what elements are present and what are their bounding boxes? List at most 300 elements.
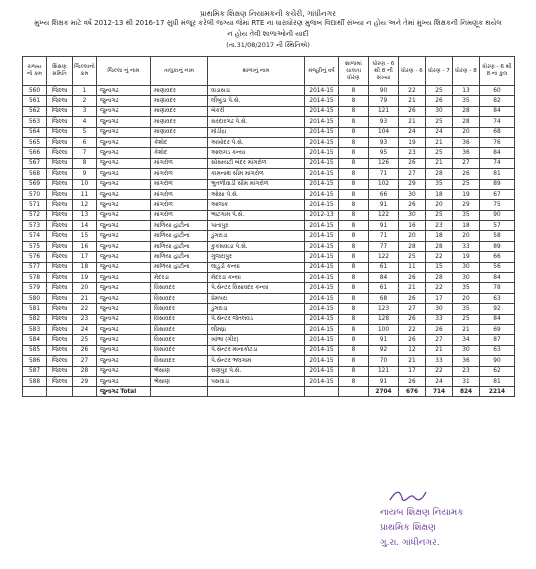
std6-8-total-cell: 75 (480, 200, 515, 210)
sanction-year-cell: 2014-15 (305, 137, 339, 147)
std6-8-total-cell: 90 (480, 356, 515, 366)
school-name-cell: કુકસવાડા પે.સે. (208, 241, 305, 251)
std6-8-total-cell: 87 (480, 335, 515, 345)
students-6-8-cell: 91 (369, 221, 399, 231)
office-heading: પ્રાથમિક શિક્ષણ નિયામકની કચેરી, ગાંધીનગર (200, 9, 336, 18)
sanction-year-cell: 2014-15 (305, 335, 339, 345)
standards-cell: 8 (339, 335, 369, 345)
standards-cell: 8 (339, 304, 369, 314)
std8-count-cell: 28 (453, 117, 480, 127)
school-name-cell: વાડાસડા (208, 86, 305, 96)
district-name-cell: જુનાગઢ (97, 314, 151, 324)
taluka-name-cell: માળિયા હાટીના (151, 252, 208, 262)
school-name-cell: સોસાયટી બંદર માંગરોળ (208, 158, 305, 168)
state-serial-cell: 568 (23, 169, 47, 179)
signature-line-2: પ્રાથમિક શિક્ષણ (380, 523, 436, 533)
students-6-8-cell: 123 (369, 304, 399, 314)
std6-8-total-cell: 82 (480, 96, 515, 106)
taluka-name-cell: માંગરોળ (151, 200, 208, 210)
total-label: જુનાગઢ Total (97, 387, 151, 397)
students-6-8-cell: 68 (369, 293, 399, 303)
district-name-cell: જુનાગઢ (97, 335, 151, 345)
district-serial-cell: 28 (73, 366, 97, 376)
state-serial-cell: 564 (23, 127, 47, 137)
state-serial-cell: 581 (23, 304, 47, 314)
std7-count-cell: 25 (426, 210, 453, 220)
std8-count-cell: 20 (453, 293, 480, 303)
standards-cell: 8 (339, 137, 369, 147)
sanction-year-cell: 2014-15 (305, 231, 339, 241)
table-row (23, 283, 515, 293)
std6-count-cell: 21 (399, 283, 426, 293)
standards-cell: 8 (339, 324, 369, 334)
sanction-year-cell: 2014-15 (305, 189, 339, 199)
total-cell (208, 387, 305, 397)
district-serial-cell: 16 (73, 241, 97, 251)
sanction-year-cell: 2014-15 (305, 127, 339, 137)
date-note: (તા.31/08/2017 ની સ્થિતિએ) (226, 41, 310, 49)
students-6-8-cell: 93 (369, 137, 399, 147)
table-row (23, 252, 515, 262)
col-header: ધોરણ - 7 (426, 57, 453, 86)
sanction-year-cell: 2014-15 (305, 241, 339, 251)
state-serial-cell: 576 (23, 252, 47, 262)
total-cell (151, 387, 208, 397)
state-serial-cell: 573 (23, 221, 47, 231)
students-6-8-cell: 61 (369, 262, 399, 272)
std6-count-cell: 26 (399, 376, 426, 386)
std6-8-total-cell: 84 (480, 273, 515, 283)
std8-count-cell: 34 (453, 335, 480, 345)
state-serial-cell: 574 (23, 231, 47, 241)
standards-cell: 8 (339, 345, 369, 355)
school-name-cell: કામનાથ સીમ માંગરોળ (208, 169, 305, 179)
std6-8-total-cell: 89 (480, 179, 515, 189)
std8-count-cell: 30 (453, 262, 480, 272)
district-name-cell: જુનાગઢ (97, 304, 151, 314)
total-cell (73, 387, 97, 397)
signature-scribble (388, 488, 428, 504)
taluka-name-cell: વિસાવદર (151, 283, 208, 293)
state-serial-cell: 587 (23, 366, 47, 376)
table-row (23, 106, 515, 116)
committee-cell: જિલ્લા (47, 241, 73, 251)
std6-count-cell: 16 (399, 221, 426, 231)
standards-cell: 8 (339, 293, 369, 303)
district-serial-cell: 11 (73, 189, 97, 199)
sanction-year-cell: 2014-15 (305, 158, 339, 168)
students-6-8-cell: 90 (369, 86, 399, 96)
total-std6-8: 2214 (480, 387, 515, 397)
taluka-name-cell: માંગરોળ (151, 169, 208, 179)
students-6-8-cell: 92 (369, 345, 399, 355)
district-name-cell: જુનાગઢ (97, 366, 151, 376)
std7-count-cell: 30 (426, 106, 453, 116)
school-name-cell: સરદારગઢ પે.સે. (208, 117, 305, 127)
committee-cell: જિલ્લા (47, 106, 73, 116)
std7-count-cell: 21 (426, 137, 453, 147)
district-serial-cell: 6 (73, 137, 97, 147)
std6-count-cell: 26 (399, 158, 426, 168)
state-serial-cell: 563 (23, 117, 47, 127)
district-serial-cell: 29 (73, 376, 97, 386)
table-row (23, 189, 515, 199)
school-name-cell: મેંદરડા કન્યા (208, 273, 305, 283)
col-header: જિલ્લાનો ક્રમ (73, 57, 97, 86)
std6-count-cell: 27 (399, 304, 426, 314)
std7-count-cell: 28 (426, 273, 453, 283)
district-serial-cell: 27 (73, 356, 97, 366)
table-row (23, 117, 515, 127)
taluka-name-cell: ભેંસાણ (151, 376, 208, 386)
district-name-cell: જુનાગઢ (97, 273, 151, 283)
taluka-name-cell: વિસાવદર (151, 324, 208, 334)
std6-count-cell: 20 (399, 231, 426, 241)
std6-8-total-cell: 67 (480, 189, 515, 199)
standards-cell: 8 (339, 262, 369, 272)
district-name-cell: જુનાગઢ (97, 221, 151, 231)
std6-count-cell: 26 (399, 273, 426, 283)
taluka-name-cell: વિસાવદર (151, 356, 208, 366)
students-6-8-cell: 70 (369, 356, 399, 366)
school-name-cell: ગુજરાપુર (208, 252, 305, 262)
schools-table (22, 56, 515, 397)
table-row (23, 127, 515, 137)
std7-count-cell: 22 (426, 283, 453, 293)
standards-cell: 8 (339, 96, 369, 106)
standards-cell: 8 (339, 252, 369, 262)
std8-count-cell: 36 (453, 148, 480, 158)
std7-count-cell: 20 (426, 200, 453, 210)
committee-cell: જિલ્લા (47, 137, 73, 147)
committee-cell: જિલ્લા (47, 273, 73, 283)
taluka-name-cell: વિસાવદર (151, 293, 208, 303)
taluka-name-cell: ભેંસાણ (151, 366, 208, 376)
state-serial-cell: 569 (23, 179, 47, 189)
std6-count-cell: 30 (399, 189, 426, 199)
school-name-cell: ડુંગરાડા (208, 231, 305, 241)
col-header: શાળાનું નામ (208, 57, 305, 86)
table-row (23, 86, 515, 96)
district-serial-cell: 19 (73, 273, 97, 283)
district-serial-cell: 4 (73, 117, 97, 127)
sanction-year-cell: 2014-15 (305, 117, 339, 127)
table-row (23, 210, 515, 220)
district-name-cell: જુનાગઢ (97, 158, 151, 168)
std8-count-cell: 35 (453, 283, 480, 293)
signature-line-1: નાયબ શિક્ષણ નિયામક (380, 508, 464, 518)
std7-count-cell: 17 (426, 293, 453, 303)
std7-count-cell: 35 (426, 179, 453, 189)
sanction-year-cell: 2014-15 (305, 293, 339, 303)
total-students: 2704 (369, 387, 399, 397)
std7-count-cell: 25 (426, 148, 453, 158)
std7-count-cell: 25 (426, 117, 453, 127)
sanction-year-cell: 2014-15 (305, 179, 339, 189)
std8-count-cell: 27 (453, 158, 480, 168)
state-serial-cell: 586 (23, 356, 47, 366)
table-row (23, 137, 515, 147)
sanction-year-cell: 2014-15 (305, 86, 339, 96)
std8-count-cell: 13 (453, 86, 480, 96)
std8-count-cell: 30 (453, 345, 480, 355)
school-name-cell: ડુંગરાડા (208, 304, 305, 314)
state-serial-cell: 562 (23, 106, 47, 116)
school-name-cell: પાતાપુર (208, 221, 305, 231)
taluka-name-cell: માળિયા હાટીના (151, 231, 208, 241)
title-line-2: ન હોય તેવી શાળાઓની યાદી (227, 30, 309, 38)
table-row (23, 148, 515, 158)
committee-cell: જિલ્લા (47, 335, 73, 345)
taluka-name-cell: કેશોદ (151, 148, 208, 158)
taluka-name-cell: વિસાવદર (151, 335, 208, 345)
table-row (23, 158, 515, 168)
std6-8-total-cell: 90 (480, 210, 515, 220)
std6-8-total-cell: 84 (480, 148, 515, 158)
sanction-year-cell: 2014-15 (305, 252, 339, 262)
students-6-8-cell: 84 (369, 273, 399, 283)
students-6-8-cell: 121 (369, 366, 399, 376)
state-serial-cell: 561 (23, 96, 47, 106)
taluka-name-cell: માણાવદર (151, 117, 208, 127)
standards-cell: 8 (339, 189, 369, 199)
sanction-year-cell: 2014-15 (305, 324, 339, 334)
standards-cell: 8 (339, 200, 369, 210)
signature-line-3: ગુ.રા. ગાંધીનગર. (380, 538, 440, 548)
std8-count-cell: 25 (453, 179, 480, 189)
standards-cell: 8 (339, 356, 369, 366)
table-row (23, 273, 515, 283)
taluka-name-cell: વિસાવદર (151, 345, 208, 355)
total-cell (339, 387, 369, 397)
std8-count-cell: 30 (453, 273, 480, 283)
standards-cell: 8 (339, 117, 369, 127)
district-serial-cell: 18 (73, 262, 97, 272)
school-name-cell: આજક (208, 200, 305, 210)
district-serial-cell: 10 (73, 179, 97, 189)
taluka-name-cell: માંગરોળ (151, 189, 208, 199)
std6-8-total-cell: 81 (480, 169, 515, 179)
committee-cell: જિલ્લા (47, 262, 73, 272)
committee-cell: જિલ્લા (47, 231, 73, 241)
std7-count-cell: 21 (426, 158, 453, 168)
standards-cell: 8 (339, 314, 369, 324)
col-header: રાજ્ય નો ક્રમ (23, 57, 47, 86)
std6-count-cell: 26 (399, 200, 426, 210)
std7-count-cell: 25 (426, 86, 453, 96)
table-row (23, 356, 515, 366)
std7-count-cell: 30 (426, 304, 453, 314)
std6-count-cell: 21 (399, 96, 426, 106)
state-serial-cell: 582 (23, 314, 47, 324)
std8-count-cell: 35 (453, 210, 480, 220)
taluka-name-cell: વિસાવદર (151, 304, 208, 314)
district-serial-cell: 8 (73, 158, 97, 168)
std8-count-cell: 19 (453, 189, 480, 199)
committee-cell: જિલ્લા (47, 221, 73, 231)
std8-count-cell: 25 (453, 314, 480, 324)
standards-cell: 8 (339, 86, 369, 96)
taluka-name-cell: માણાવદર (151, 86, 208, 96)
col-header: ધોરણ - 8 (453, 57, 480, 86)
school-name-cell: લીંબુડા પે.સે. (208, 96, 305, 106)
committee-cell: જિલ્લા (47, 304, 73, 314)
col-header: શાળામાં ચાલતા ધોરણ (339, 57, 369, 86)
total-cell (23, 387, 47, 397)
taluka-name-cell: મેંદરડા (151, 273, 208, 283)
district-serial-cell: 2 (73, 96, 97, 106)
std8-count-cell: 18 (453, 221, 480, 231)
school-name-cell: પે.સેન્ટર માનાકોટડા (208, 345, 305, 355)
school-name-cell: ભાટગામ પે.સે. (208, 210, 305, 220)
std6-8-total-cell: 76 (480, 137, 515, 147)
district-name-cell: જુનાગઢ (97, 127, 151, 137)
committee-cell: જિલ્લા (47, 293, 73, 303)
std6-8-total-cell: 56 (480, 262, 515, 272)
std7-count-cell: 26 (426, 324, 453, 334)
sanction-year-cell: 2014-15 (305, 169, 339, 179)
standards-cell: 8 (339, 148, 369, 158)
committee-cell: જિલ્લા (47, 366, 73, 376)
std6-8-total-cell: 62 (480, 366, 515, 376)
std6-count-cell: 11 (399, 262, 426, 272)
district-name-cell: જુનાગઢ (97, 96, 151, 106)
committee-cell: જિલ્લા (47, 324, 73, 334)
state-serial-cell: 560 (23, 86, 47, 96)
students-6-8-cell: 77 (369, 241, 399, 251)
table-row (23, 169, 515, 179)
std6-8-total-cell: 84 (480, 106, 515, 116)
std6-8-total-cell: 57 (480, 221, 515, 231)
school-name-cell: ઓસા પે.સે. (208, 189, 305, 199)
state-serial-cell: 572 (23, 210, 47, 220)
district-name-cell: જુનાગઢ (97, 210, 151, 220)
std6-count-cell: 23 (399, 148, 426, 158)
col-header: ધોરણ - 6 થી 8 ની સંખ્યા (369, 57, 399, 86)
district-serial-cell: 22 (73, 304, 97, 314)
std6-count-cell: 17 (399, 366, 426, 376)
std7-count-cell: 23 (426, 221, 453, 231)
school-name-cell: અખોદર પે.સે. (208, 137, 305, 147)
school-name-cell: પસવાડા (208, 376, 305, 386)
std6-count-cell: 24 (399, 127, 426, 137)
table-row (23, 231, 515, 241)
std6-count-cell: 29 (399, 179, 426, 189)
state-serial-cell: 566 (23, 148, 47, 158)
district-name-cell: જુનાગઢ (97, 200, 151, 210)
table-row (23, 96, 515, 106)
committee-cell: જિલ્લા (47, 179, 73, 189)
committee-cell: જિલ્લા (47, 158, 73, 168)
students-6-8-cell: 122 (369, 252, 399, 262)
std8-count-cell: 28 (453, 106, 480, 116)
table-row (23, 293, 515, 303)
district-serial-cell: 15 (73, 231, 97, 241)
taluka-name-cell: માણાવદર (151, 96, 208, 106)
district-serial-cell: 23 (73, 314, 97, 324)
taluka-name-cell: માંગરોળ (151, 158, 208, 168)
district-name-cell: જુનાગઢ (97, 345, 151, 355)
committee-cell: જિલ્લા (47, 127, 73, 137)
state-serial-cell: 588 (23, 376, 47, 386)
sanction-year-cell: 2014-15 (305, 314, 339, 324)
district-name-cell: જુનાગઢ (97, 86, 151, 96)
district-name-cell: જુનાગઢ (97, 241, 151, 251)
district-name-cell: જુનાગઢ (97, 283, 151, 293)
taluka-name-cell: માંગરોળ (151, 179, 208, 189)
std7-count-cell: 22 (426, 366, 453, 376)
students-6-8-cell: 71 (369, 231, 399, 241)
table-row (23, 335, 515, 345)
std7-count-cell: 15 (426, 262, 453, 272)
committee-cell: જિલ્લા (47, 86, 73, 96)
table-row (23, 324, 515, 334)
school-name-cell: મોડીદ્રા (208, 127, 305, 137)
table-row (23, 345, 515, 355)
state-serial-cell: 580 (23, 293, 47, 303)
sanction-year-cell: 2012-13 (305, 210, 339, 220)
std8-count-cell: 29 (453, 200, 480, 210)
std6-8-total-cell: 81 (480, 376, 515, 386)
sanction-year-cell: 2014-15 (305, 356, 339, 366)
state-serial-cell: 570 (23, 189, 47, 199)
state-serial-cell: 575 (23, 241, 47, 251)
std8-count-cell: 36 (453, 137, 480, 147)
state-serial-cell: 585 (23, 345, 47, 355)
std8-count-cell: 20 (453, 231, 480, 241)
committee-cell: જિલ્લા (47, 283, 73, 293)
school-name-cell: આલગડ કન્યા (208, 148, 305, 158)
students-6-8-cell: 102 (369, 179, 399, 189)
std8-count-cell: 20 (453, 127, 480, 137)
district-serial-cell: 13 (73, 210, 97, 220)
std7-count-cell: 24 (426, 127, 453, 137)
std6-8-total-cell: 89 (480, 241, 515, 251)
table-row (23, 376, 515, 386)
table-row (23, 314, 515, 324)
std7-count-cell: 21 (426, 345, 453, 355)
committee-cell: જિલ્લા (47, 210, 73, 220)
total-cell (305, 387, 339, 397)
taluka-name-cell: કેશોદ (151, 137, 208, 147)
std6-8-total-cell: 63 (480, 293, 515, 303)
district-serial-cell: 5 (73, 127, 97, 137)
students-6-8-cell: 66 (369, 189, 399, 199)
school-name-cell: બેકરી (208, 106, 305, 116)
table-row (23, 304, 515, 314)
taluka-name-cell: માંગરોળ (151, 210, 208, 220)
std6-count-cell: 26 (399, 293, 426, 303)
std6-count-cell: 22 (399, 324, 426, 334)
students-6-8-cell: 61 (369, 283, 399, 293)
col-header: ધોરણ - 6 થી 8 ના કુલ (480, 57, 515, 86)
standards-cell: 8 (339, 273, 369, 283)
district-serial-cell: 25 (73, 335, 97, 345)
std6-count-cell: 26 (399, 314, 426, 324)
students-6-8-cell: 71 (369, 169, 399, 179)
std8-count-cell: 35 (453, 96, 480, 106)
table-row (23, 179, 515, 189)
table-header-row (23, 57, 515, 86)
std6-count-cell: 22 (399, 86, 426, 96)
std6-8-total-cell: 74 (480, 158, 515, 168)
standards-cell: 8 (339, 283, 369, 293)
std8-count-cell: 35 (453, 304, 480, 314)
std6-count-cell: 30 (399, 210, 426, 220)
students-6-8-cell: 91 (369, 335, 399, 345)
total-row (23, 387, 515, 397)
district-name-cell: જુનાગઢ (97, 189, 151, 199)
